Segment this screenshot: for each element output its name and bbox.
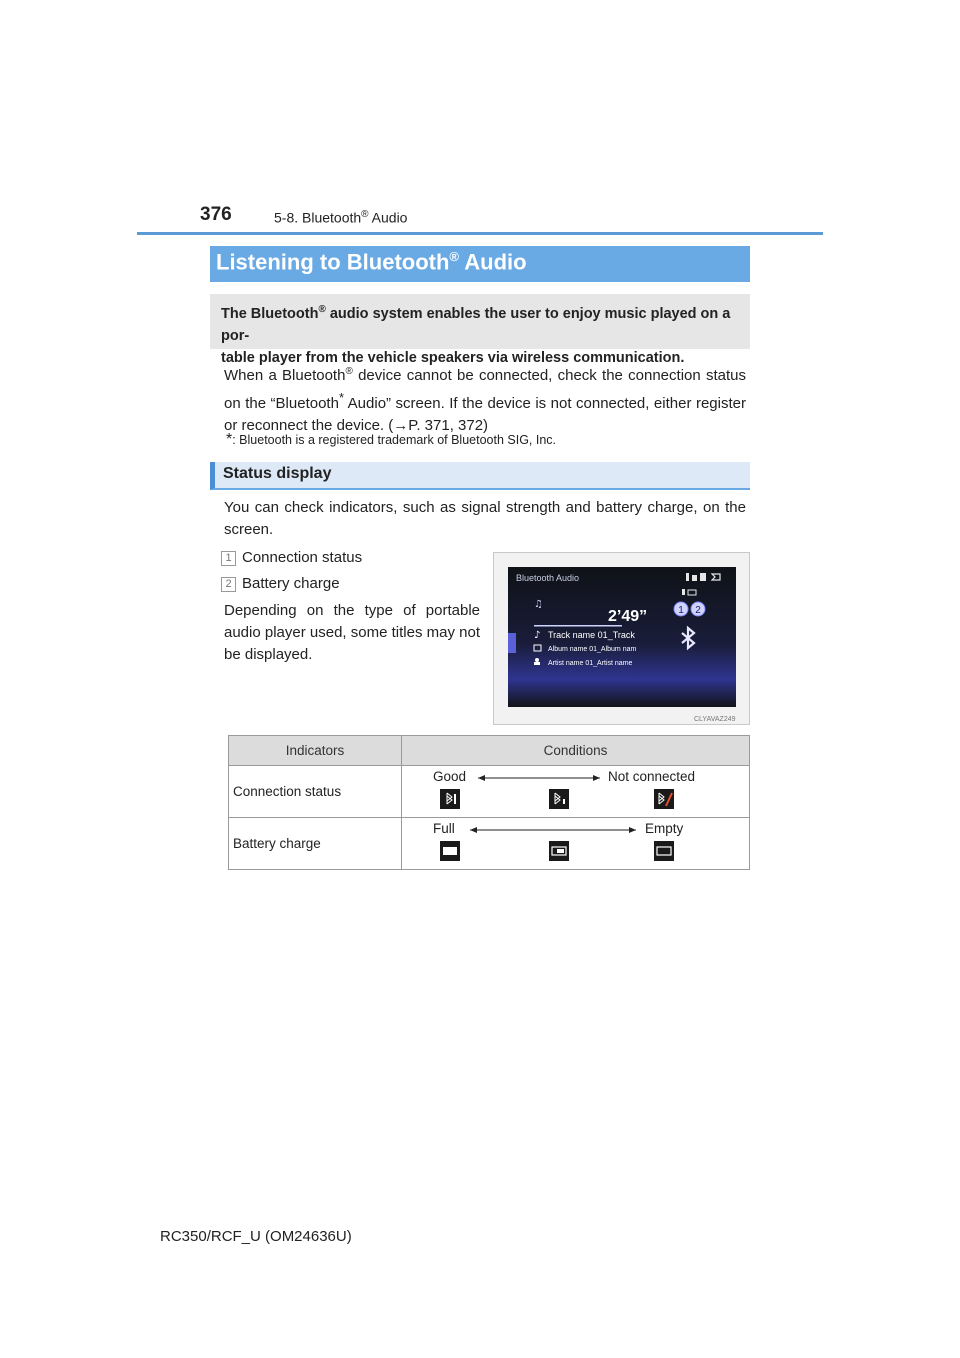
table-row	[229, 818, 750, 870]
row-conditions	[402, 818, 750, 870]
item-number-badge: 2	[221, 577, 236, 592]
footer-model-code: RC350/RCF_U (OM24636U)	[160, 1228, 352, 1245]
intro-text: The Bluetooth® audio system enables the user to enjoy music played on a por- table player from the vehicle speakers via wireless communication.	[221, 304, 731, 366]
indicator-table	[228, 735, 750, 870]
item-connection-status: Connection status	[242, 549, 363, 566]
image-code: CLYAVAZ249	[694, 716, 736, 723]
playback-time: 2’49”	[608, 608, 648, 625]
intro-box	[210, 294, 750, 366]
row-label: Connection status	[229, 766, 402, 818]
track-name: Track name 01_Track	[548, 630, 635, 640]
album-name: Album name 01_Album nam	[548, 646, 637, 653]
callout-2-label: 2	[695, 605, 701, 616]
battery-indicators	[402, 818, 748, 867]
item-number-badge: 1	[221, 551, 236, 566]
body-paragraph: When a Bluetooth® device cannot be connected, check the connection status on the “Bluetooth* Audio” screen. If the device is not connected, either register or reconnect the device. (→P. 371, 372)	[224, 366, 746, 434]
page-title: Listening to Bluetooth® Audio	[216, 249, 527, 275]
music-note-icon: ♫	[534, 599, 543, 610]
bluetooth-not-connected-icon	[654, 789, 674, 809]
condition-right: Empty	[645, 821, 684, 836]
connection-indicator-icon	[682, 589, 685, 595]
side-tab	[508, 633, 516, 653]
row-conditions	[402, 766, 750, 818]
connection-indicators	[402, 766, 748, 815]
condition-left: Good	[433, 769, 467, 784]
status-display-heading: Status display	[210, 462, 750, 490]
page-number: 376	[200, 204, 232, 225]
display-note: Depending on the type of portable audio player used, some titles may not be displayed.	[224, 602, 480, 663]
table-header-indicators: Indicators	[229, 736, 402, 766]
signal-icon	[692, 575, 697, 581]
condition-right: Not connected	[608, 769, 696, 784]
item-battery-charge: Battery charge	[242, 575, 340, 592]
table-header-conditions: Conditions	[402, 736, 750, 766]
status-description: You can check indicators, such as signal strength and battery charge, on the screen.	[224, 499, 746, 538]
lock-icon	[700, 573, 706, 581]
screen-svg	[494, 553, 749, 724]
condition-left: Full	[433, 821, 455, 836]
section-label: 5-8. Bluetooth® Audio	[274, 209, 408, 226]
artist-name: Artist name 01_Artist name	[548, 660, 633, 667]
page-title-bar	[210, 246, 750, 282]
artist-icon	[535, 658, 539, 662]
bluetooth-status-icon	[686, 573, 689, 581]
progress-bar	[534, 625, 622, 627]
callout-1-label: 1	[678, 605, 684, 616]
screen-title: Bluetooth Audio	[516, 573, 580, 583]
track-note-icon: ♪	[534, 630, 541, 641]
footnote: *: Bluetooth is a registered trademark of Bluetooth SIG, Inc.	[226, 431, 557, 448]
table-row	[229, 766, 750, 818]
row-label: Battery charge	[229, 818, 402, 870]
header-rule	[137, 232, 823, 235]
screen-illustration	[493, 552, 750, 725]
